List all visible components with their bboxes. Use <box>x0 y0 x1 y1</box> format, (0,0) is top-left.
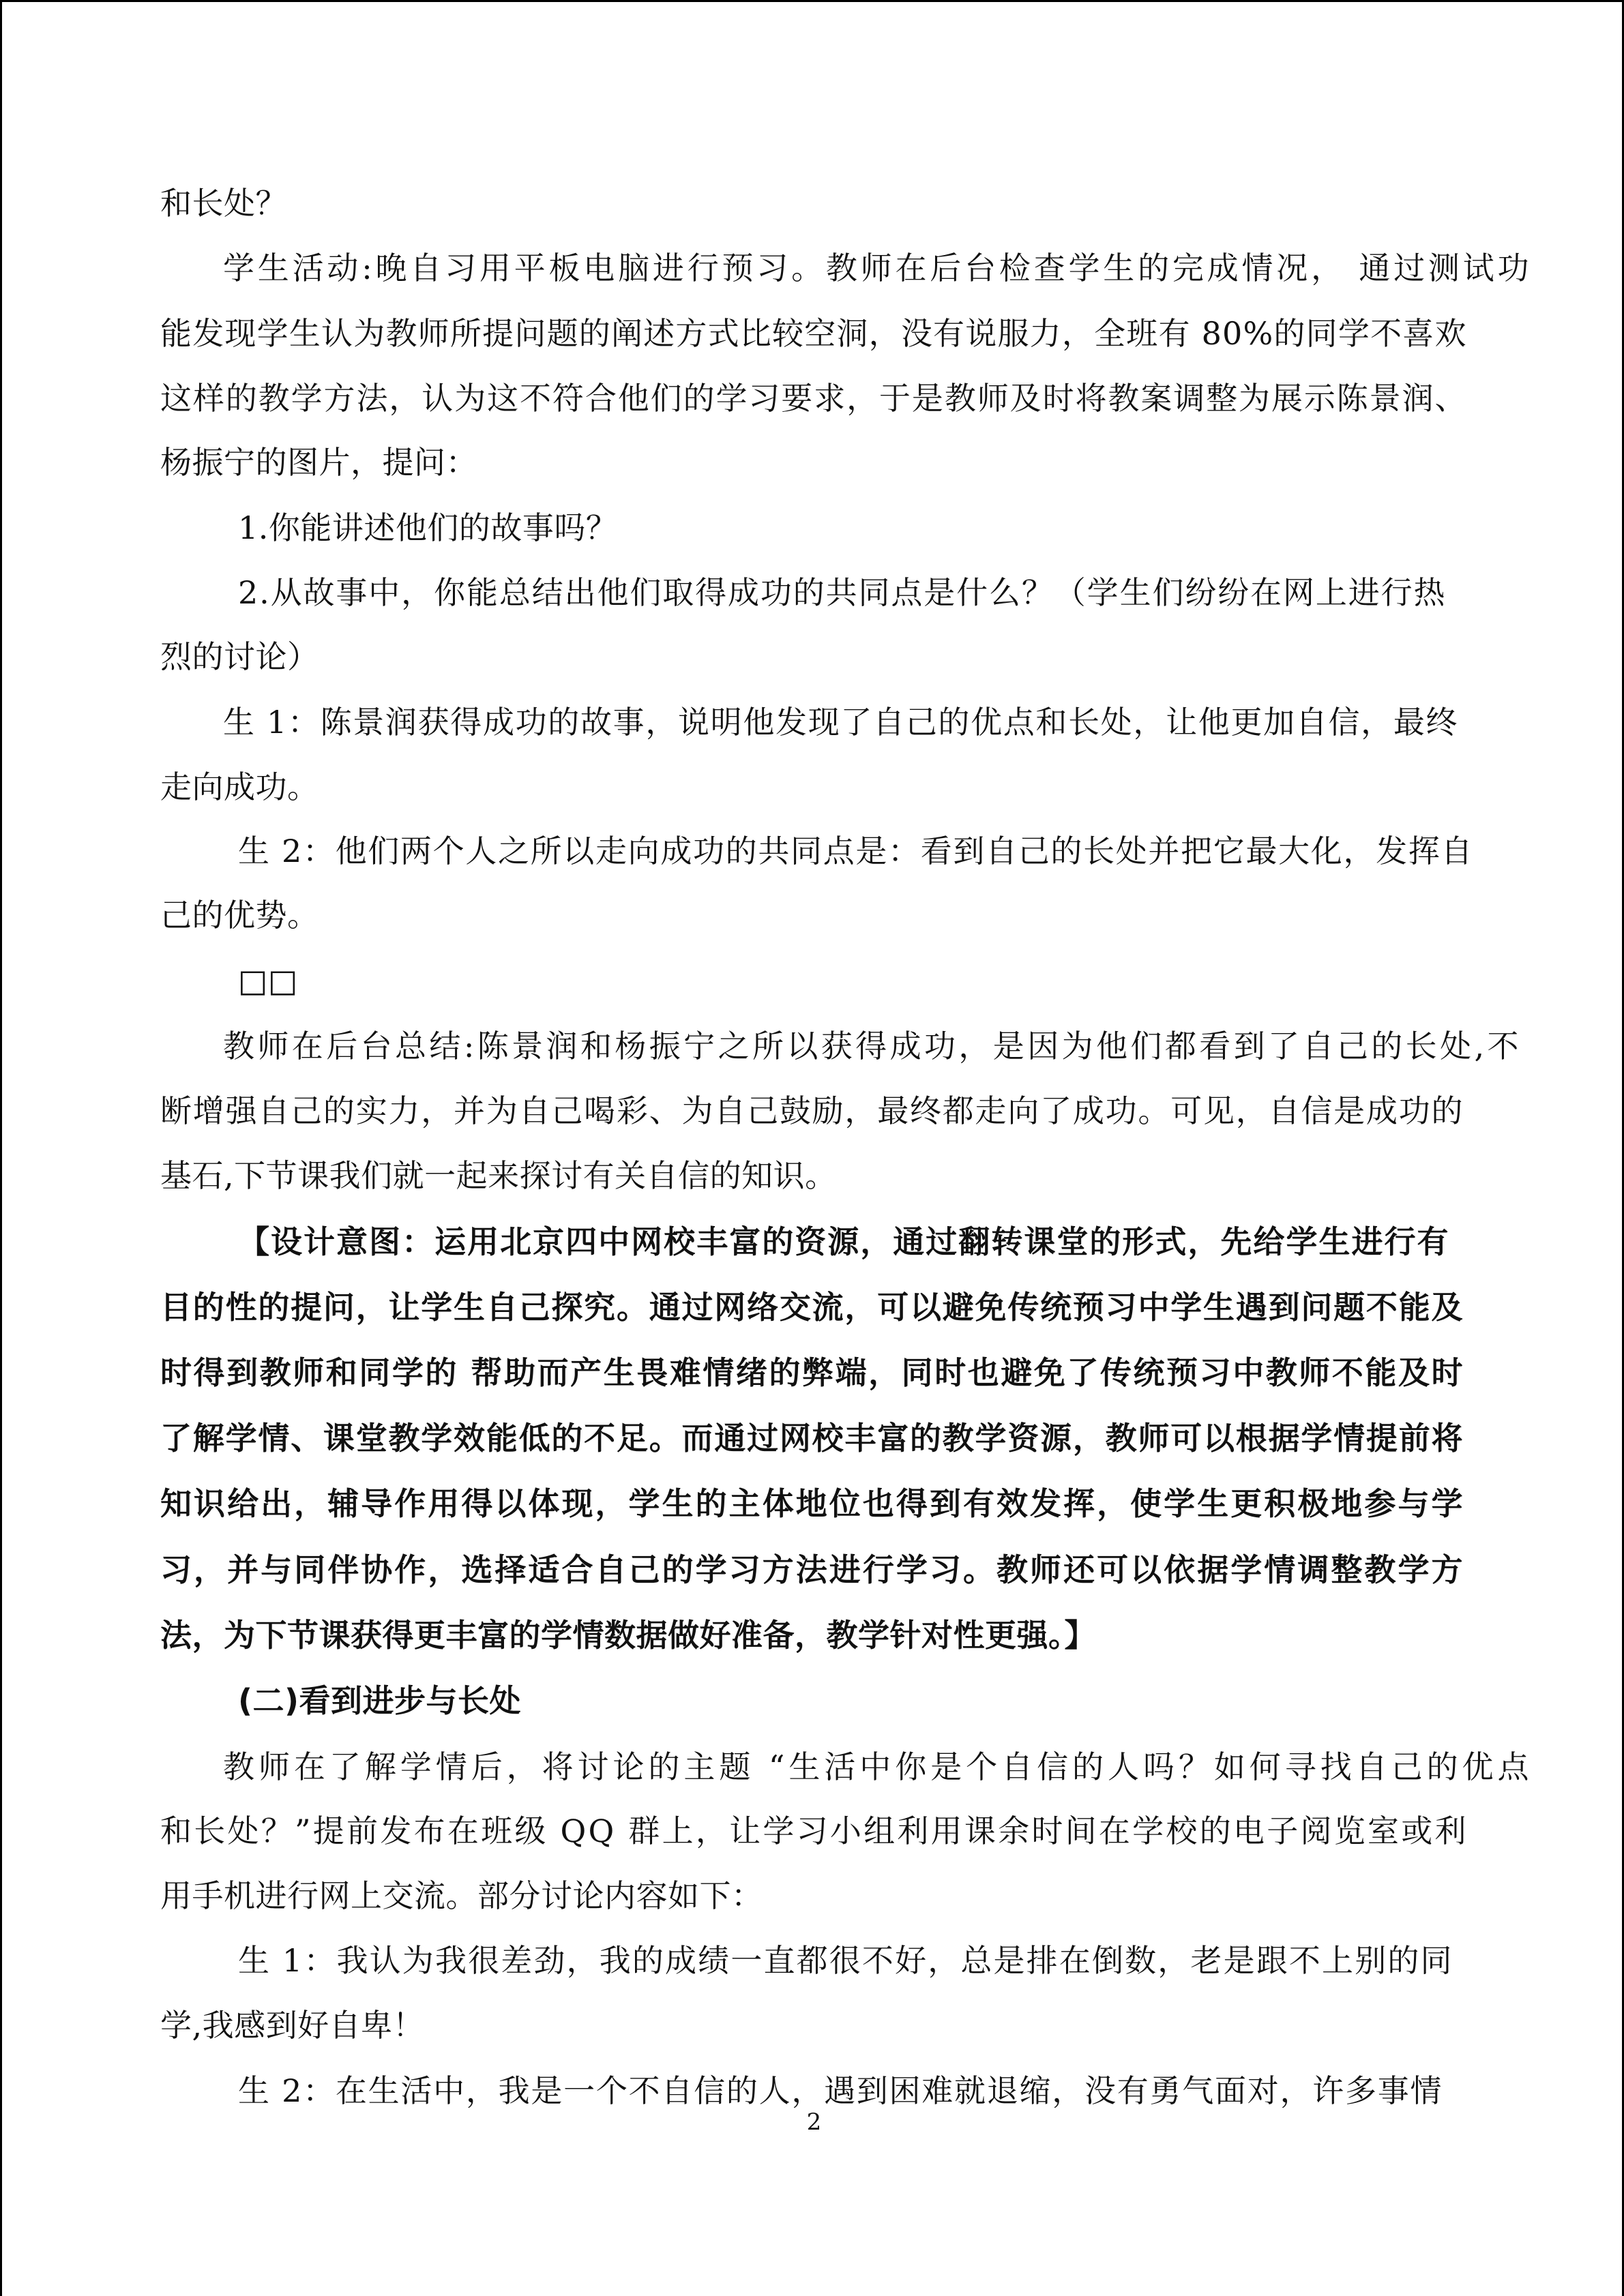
text-line: 走向成功。 <box>160 769 319 805</box>
text-line: 教师在后台总结:陈景润和杨振宁之所以获得成功，是因为他们都看到了自己的长处,不 <box>223 1028 1522 1064</box>
text-line: 学,我感到好自卑！ <box>160 2007 425 2044</box>
text-line: 生 1：陈景润获得成功的故事，说明他发现了自己的优点和长处，让他更加自信，最终 <box>223 704 1459 741</box>
text-line: 2.从故事中，你能总结出他们取得成功的共同点是什么？（学生们纷纷在网上进行热 <box>238 574 1447 611</box>
text-line: 和长处？ <box>160 185 287 222</box>
page-number: 2 <box>806 2108 822 2136</box>
text-line: 烈的讨论） <box>160 638 319 675</box>
text-line: 断增强自己的实力，并为自己喝彩、为自己鼓励，最终都走向了成功。可见，自信是成功的 <box>160 1092 1464 1129</box>
text-line: 1.你能讲述他们的故事吗？ <box>238 509 618 546</box>
text-line: 能发现学生认为教师所提问题的阐述方式比较空洞，没有说服力，全班有 80%的同学不喜欢 <box>160 315 1467 352</box>
text-line: 杨振宁的图片，提问： <box>160 444 477 481</box>
bold-text-line: 了解学情、课堂教学效能低的不足。而通过网校丰富的教学资源，教师可以根据学情提前将 <box>160 1420 1464 1457</box>
bold-text-line: 目的性的提问，让学生自己探究。通过网络交流，可以避免传统预习中学生遇到问题不能及 <box>160 1289 1464 1326</box>
bold-text-line: (二)看到进步与长处 <box>238 1682 522 1719</box>
bold-text-line: 法，为下节课获得更丰富的学情数据做好准备，教学针对性更强。】 <box>160 1617 1096 1654</box>
text-line: 用手机进行网上交流。部分讨论内容如下： <box>160 1877 763 1914</box>
text-line: 教师在了解学情后，将讨论的主题 “生活中你是个自信的人吗？如何寻找自己的优点 <box>223 1748 1533 1785</box>
text-line: 学生活动:晚自习用平板电脑进行预习。教师在后台检查学生的完成情况， 通过测试功 <box>223 250 1533 286</box>
text-line: 生 2：他们两个人之所以走向成功的共同点是：看到自己的长处并把它最大化，发挥自 <box>238 833 1474 869</box>
text-line: □□ <box>238 962 298 999</box>
text-line: 这样的教学方法，认为这不符合他们的学习要求，于是教师及时将教案调整为展示陈景润、 <box>160 380 1468 417</box>
bold-text-line: 时得到教师和同学的 帮助而产生畏难情绪的弊端，同时也避免了传统预习中教师不能及时 <box>160 1354 1465 1391</box>
text-line: 生 1：我认为我很差劲，我的成绩一直都很不好，总是排在倒数，老是跟不上别的同 <box>238 1942 1453 1979</box>
bold-text-line: 习，并与同伴协作，选择适合自己的学习方法进行学习。教师还可以依据学情调整教学方 <box>160 1551 1465 1588</box>
text-line: 和长处？”提前发布在班级 QQ 群上，让学习小组利用课余时间在学校的电子阅览室或利 <box>160 1813 1468 1849</box>
bold-text-line: 【设计意图：运用北京四中网校丰富的资源，通过翻转课堂的形式，先给学生进行有 <box>238 1223 1450 1260</box>
text-line: 己的优势。 <box>160 897 319 934</box>
bold-text-line: 知识给出，辅导作用得以体现，学生的主体地位也得到有效发挥，使学生更积极地参与学 <box>160 1485 1465 1522</box>
text-line: 基石,下节课我们就一起来探讨有关自信的知识。 <box>160 1157 837 1194</box>
text-line: 生 2：在生活中，我是一个不自信的人，遇到困难就退缩，没有勇气面对，许多事情 <box>238 2072 1443 2109</box>
